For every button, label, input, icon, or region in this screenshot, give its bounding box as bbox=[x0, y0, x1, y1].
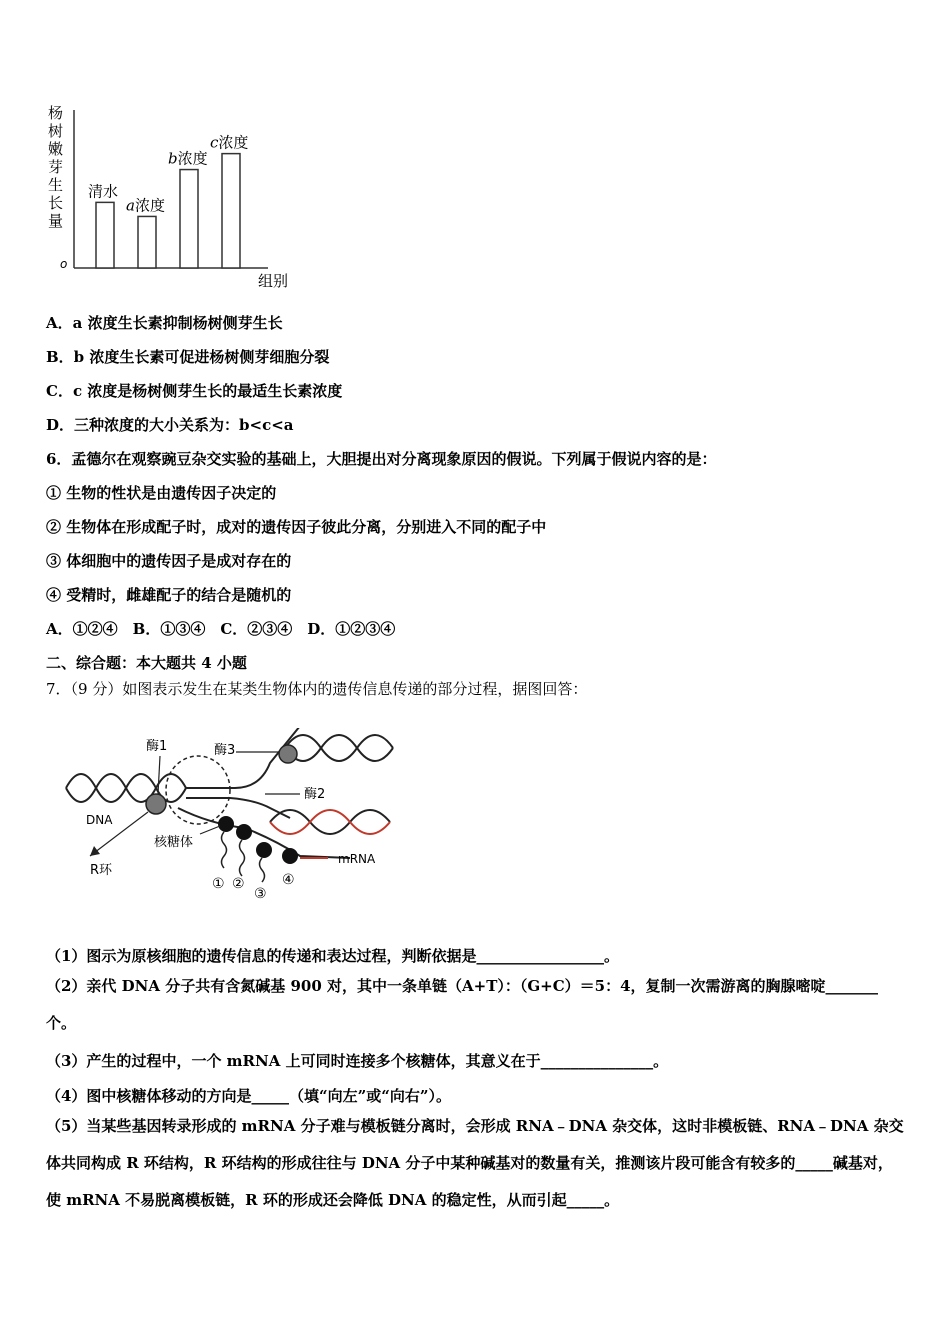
bar-1 bbox=[138, 216, 156, 268]
enzyme-3-blob bbox=[279, 745, 297, 763]
chain-label-2: ② bbox=[232, 876, 245, 892]
q6-item-4: ④ 受精时，雌雄配子的结合是随机的 bbox=[46, 586, 292, 604]
q6-item-1: ① 生物的性状是由遗传因子决定的 bbox=[46, 484, 277, 502]
bar-label-2: b浓度 bbox=[168, 149, 208, 168]
dna-strand-upper-right-b bbox=[285, 735, 393, 761]
q5-option-c: C．c 浓度是杨树侧芽生长的最适生长素浓度 bbox=[46, 382, 343, 400]
bar-label-0: 清水 bbox=[88, 182, 119, 201]
y-axis-label-1: 树 bbox=[48, 122, 64, 140]
enzyme-3-label: 酶3 bbox=[214, 743, 236, 758]
enzyme-1-label: 酶1 bbox=[146, 739, 168, 754]
chain-label-3: ③ bbox=[254, 886, 267, 902]
enzyme-1-pointer bbox=[158, 756, 160, 794]
ribosome-label: 核糖体 bbox=[154, 835, 194, 850]
dna-strand-upper-right-a bbox=[285, 735, 393, 761]
peptide-chain-2 bbox=[240, 840, 245, 876]
q5-option-d: D．三种浓度的大小关系为：b<c<a bbox=[46, 416, 294, 434]
dna-strand-lower-right-b bbox=[270, 810, 390, 834]
q6-options: A．①②④ B．①③④ C．②③④ D．①②③④ bbox=[46, 620, 396, 638]
transcription-bubble bbox=[166, 756, 230, 824]
bar-chart bbox=[40, 98, 340, 298]
y-axis-label-5: 长 bbox=[48, 194, 64, 212]
mrna-label: mRNA bbox=[338, 852, 376, 866]
q7-sub-5: （5）当某些基因转录形成的 mRNA 分子难与模板链分离时，会形成 RNA﹣DNA 杂交体，这时非模板链、RNA﹣DNA 杂交体共同构成 R 环结构，R 环结构的形成往往与 DNA 分子中某种碱基对的数量有关，推测该片段可能含有较多的_____碱基对，使 mRNA 不易脱离模板链，R 环的形成还会降低 DNA 的稳定性，从而引起_____。 bbox=[46, 1117, 904, 1209]
dna-label: DNA bbox=[86, 813, 113, 827]
ribosome-3 bbox=[256, 842, 272, 858]
bar-label-3: c浓度 bbox=[210, 133, 249, 152]
q6-item-2: ② 生物体在形成配子时，成对的遗传因子彼此分离，分别进入不同的配子中 bbox=[46, 518, 547, 536]
origin-label: o bbox=[60, 257, 68, 271]
chain-label-4: ④ bbox=[282, 872, 295, 888]
q5-option-b: B．b 浓度生长素可促进杨树侧芽细胞分裂 bbox=[46, 348, 330, 366]
y-axis-label-2: 嫩 bbox=[48, 140, 64, 158]
ribosome-1 bbox=[218, 816, 234, 832]
q7-sub-3: （3）产生的过程中，一个 mRNA 上可同时连接多个核糖体，其意义在于_______________。 bbox=[46, 1052, 669, 1070]
section-heading: 二、综合题：本大题共 4 小题 bbox=[46, 654, 247, 672]
q7-stem: 7．（9 分）如图表示发生在某类生物体内的遗传信息传递的部分过程，据图回答： bbox=[46, 680, 588, 698]
q7-sub-2: （2）亲代 DNA 分子共有含氮碱基 900 对，其中一条单链（A+T）：（G+C）＝5：4，复制一次需游离的胸腺嘧啶_______个。 bbox=[46, 977, 879, 1032]
enzyme-2-label: 酶2 bbox=[304, 787, 326, 802]
ribosome-2 bbox=[236, 824, 252, 840]
q6-item-3: ③ 体细胞中的遗传因子是成对存在的 bbox=[46, 552, 292, 570]
y-axis-label-6: 量 bbox=[48, 212, 64, 230]
bar-label-1: a浓度 bbox=[126, 196, 165, 215]
nontemplate-strand bbox=[186, 798, 290, 818]
bar-0 bbox=[96, 202, 114, 268]
bar-2 bbox=[180, 170, 198, 268]
ribosome-4 bbox=[282, 848, 298, 864]
dna-strand-lower-right-a bbox=[270, 810, 390, 834]
transcription-diagram bbox=[60, 728, 400, 908]
bar-3 bbox=[222, 154, 240, 268]
ribosome-pointer bbox=[200, 826, 220, 834]
r-loop-label: R环 bbox=[90, 863, 113, 878]
q6-stem: 6．孟德尔在观察豌豆杂交实验的基础上，大胆提出对分离现象原因的假说。下列属于假说内容的是： bbox=[46, 450, 717, 468]
peptide-chain-1 bbox=[222, 832, 227, 868]
y-axis-label-0: 杨 bbox=[48, 104, 64, 122]
chain-label-1: ① bbox=[212, 876, 225, 892]
r-loop-arrowhead bbox=[90, 846, 100, 856]
x-axis-label: 组别 bbox=[258, 272, 289, 290]
q7-sub-4: （4）图中核糖体移动的方向是_____（填“向左”或“向右”）。 bbox=[46, 1087, 451, 1105]
q5-option-a: A．a 浓度生长素抑制杨树侧芽生长 bbox=[46, 314, 283, 332]
peptide-chain-3 bbox=[260, 858, 265, 882]
y-axis-label-4: 生 bbox=[48, 176, 64, 194]
y-axis-label-3: 芽 bbox=[48, 158, 64, 176]
q7-sub-1: （1）图示为原核细胞的遗传信息的传递和表达过程，判断依据是_________________。 bbox=[46, 947, 619, 965]
enzyme-1-blob bbox=[146, 794, 166, 814]
